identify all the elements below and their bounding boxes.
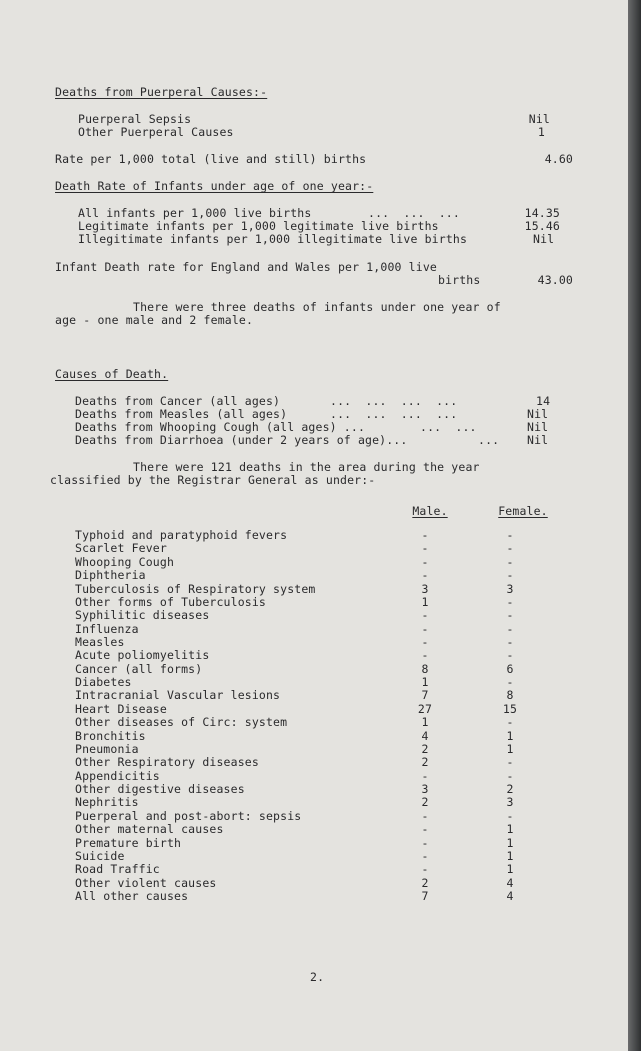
infant-row-dots: ... ... ...: [368, 206, 460, 220]
causes-row-dots: ... ... ... ...: [330, 394, 458, 408]
puerperal-row-value: 1: [537, 125, 545, 139]
infant-row-value: Nil: [533, 232, 555, 246]
table-row-male: -: [421, 528, 429, 542]
england-rate-label-cont: births: [438, 273, 481, 287]
table-row-male: -: [421, 635, 429, 649]
table-row-cause: Premature birth: [75, 835, 182, 850]
table-row-cause: Heart Disease: [75, 701, 167, 716]
table-row-male: -: [421, 848, 429, 863]
table-row-cause: Syphilitic diseases: [75, 608, 210, 623]
table-row-female: -: [506, 608, 514, 623]
table-row-male: -: [421, 648, 429, 663]
table-row-cause: All other causes: [75, 889, 189, 903]
table-row-male: 7: [421, 688, 429, 703]
table-row-female: 1: [506, 835, 514, 850]
puerperal-rate-value: 4.60: [544, 152, 573, 166]
table-row-female: -: [506, 621, 514, 636]
table-row-female: -: [506, 594, 514, 609]
causes-row-label: Deaths from Whooping Cough (all ages) ...: [75, 420, 366, 434]
table-row-cause: Other violent causes: [75, 875, 217, 890]
puerperal-row-label: Puerperal Sepsis: [78, 112, 192, 126]
table-row-male: 1: [421, 715, 429, 730]
table-row-female: 2: [506, 782, 514, 796]
table-row-female: 4: [506, 875, 514, 890]
female-column-header: Female.: [498, 504, 548, 518]
male-column-header: Male.: [412, 504, 448, 518]
table-row-female: -: [506, 755, 514, 770]
causes-row-dots: ... ...: [420, 420, 477, 434]
table-row-cause: Tuberculosis of Respiratory system: [75, 581, 316, 596]
table-row-male: -: [421, 568, 429, 583]
table-row-male: 27: [417, 701, 433, 716]
table-row-female: -: [506, 675, 514, 690]
table-row-cause: Influenza: [75, 621, 139, 636]
table-row-male: -: [421, 835, 429, 850]
table-row-female: 6: [506, 661, 514, 676]
infant-row-value: 14.35: [524, 206, 560, 220]
infant-row-label: All infants per 1,000 live births: [78, 206, 312, 220]
infant-row-label: Illegitimate infants per 1,000 illegitimate live births: [78, 232, 468, 246]
table-row-female: 1: [506, 728, 514, 743]
table-row-cause: Road Traffic: [75, 862, 160, 877]
causes-row-value: Nil: [527, 407, 549, 421]
causes-row-dots: ... ... ... ...: [330, 407, 458, 421]
infant-row-value: 15.46: [524, 219, 560, 233]
table-row-female: 3: [506, 581, 514, 596]
page-number: 2.: [310, 970, 325, 984]
puerperal-heading: Deaths from Puerperal Causes:-: [55, 85, 268, 99]
table-row-male: -: [421, 768, 429, 783]
table-row-male: 2: [421, 755, 429, 770]
table-row-male: -: [421, 808, 429, 823]
puerperal-row-value: Nil: [528, 112, 550, 126]
table-row-cause: Cancer (all forms): [75, 661, 203, 676]
table-row-female: -: [506, 648, 514, 663]
table-row-male: 1: [421, 675, 429, 690]
table-row-cause: Nephritis: [75, 795, 139, 810]
table-row-female: -: [506, 768, 514, 783]
table-row-male: -: [421, 862, 429, 877]
infant-heading: Death Rate of Infants under age of one year:-: [55, 179, 374, 193]
causes-row-dots: ...: [478, 433, 500, 447]
table-row-cause: Diabetes: [75, 675, 132, 690]
table-row-cause: Measles: [75, 635, 125, 649]
table-row-female: 1: [506, 822, 514, 837]
table-row-male: -: [421, 608, 429, 623]
table-row-female: -: [506, 715, 514, 730]
causes-heading: Causes of Death.: [55, 367, 169, 381]
table-row-male: 2: [421, 741, 429, 756]
table-row-cause: Other digestive diseases: [75, 782, 245, 796]
table-row-female: -: [506, 528, 514, 542]
causes-row-value: 14: [536, 394, 551, 408]
table-row-male: 3: [421, 581, 429, 596]
table-row-female: 3: [506, 795, 514, 810]
table-row-male: 2: [421, 875, 429, 890]
table-row-female: -: [506, 541, 514, 556]
table-row-cause: Diphtheria: [75, 568, 146, 583]
table-row-male: 1: [421, 594, 429, 609]
table-row-cause: Typhoid and paratyphoid fevers: [75, 528, 288, 542]
puerperal-row-label: Other Puerperal Causes: [78, 125, 234, 139]
causes-row-label: Deaths from Measles (all ages): [75, 407, 288, 421]
infant-note-cont: age - one male and 2 female.: [55, 313, 254, 327]
table-row-cause: Suicide: [75, 848, 125, 863]
table-row-female: 1: [506, 741, 514, 756]
table-row-male: -: [421, 621, 429, 636]
table-row-cause: Other forms of Tuberculosis: [75, 594, 266, 609]
table-row-cause: Whooping Cough: [75, 554, 175, 569]
table-row-cause: Puerperal and post-abort: sepsis: [75, 808, 302, 823]
table-row-female: 4: [506, 889, 514, 903]
puerperal-rate-label: Rate per 1,000 total (live and still) births: [55, 152, 367, 166]
causes-row-value: Nil: [527, 433, 549, 447]
registrar-note-cont: classified by the Registrar General as under:-: [50, 473, 376, 487]
england-rate-label: Infant Death rate for England and Wales per 1,000 live: [55, 260, 437, 274]
table-row-cause: Appendicitis: [75, 768, 160, 783]
table-row-female: -: [506, 568, 514, 583]
table-row-male: 2: [421, 795, 429, 810]
table-row-female: 1: [506, 848, 514, 863]
table-row-female: -: [506, 808, 514, 823]
england-rate-value: 43.00: [537, 273, 573, 287]
infant-row-label: Legitimate infants per 1,000 legitimate live births: [78, 219, 439, 233]
table-row-female: 15: [502, 701, 518, 716]
table-row-cause: Other diseases of Circ: system: [75, 715, 288, 730]
infant-note: There were three deaths of infants under one year of: [133, 300, 501, 314]
table-row-male: 4: [421, 728, 429, 743]
table-row-female: 1: [506, 862, 514, 877]
table-row-female: -: [506, 554, 514, 569]
table-row-male: 7: [421, 889, 429, 903]
causes-row-value: Nil: [527, 420, 549, 434]
table-row-cause: Intracranial Vascular lesions: [75, 688, 281, 703]
table-row-cause: Scarlet Fever: [75, 541, 167, 556]
registrar-note: There were 121 deaths in the area during the year: [133, 460, 480, 474]
table-row-female: -: [506, 635, 514, 649]
table-row-cause: Pneumonia: [75, 741, 139, 756]
table-row-male: -: [421, 541, 429, 556]
causes-row-label: Deaths from Diarrhoea (under 2 years of age)...: [75, 433, 408, 447]
table-row-male: 8: [421, 661, 429, 676]
table-row-cause: Acute poliomyelitis: [75, 648, 210, 663]
table-row-female: 8: [506, 688, 514, 703]
table-row-cause: Bronchitis: [75, 728, 146, 743]
table-row-male: -: [421, 554, 429, 569]
table-row-cause: Other maternal causes: [75, 822, 224, 837]
table-row-male: -: [421, 822, 429, 837]
table-row-male: 3: [421, 782, 429, 796]
table-row-cause: Other Respiratory diseases: [75, 755, 259, 770]
page-edge: [628, 0, 641, 1051]
causes-row-label: Deaths from Cancer (all ages): [75, 394, 281, 408]
